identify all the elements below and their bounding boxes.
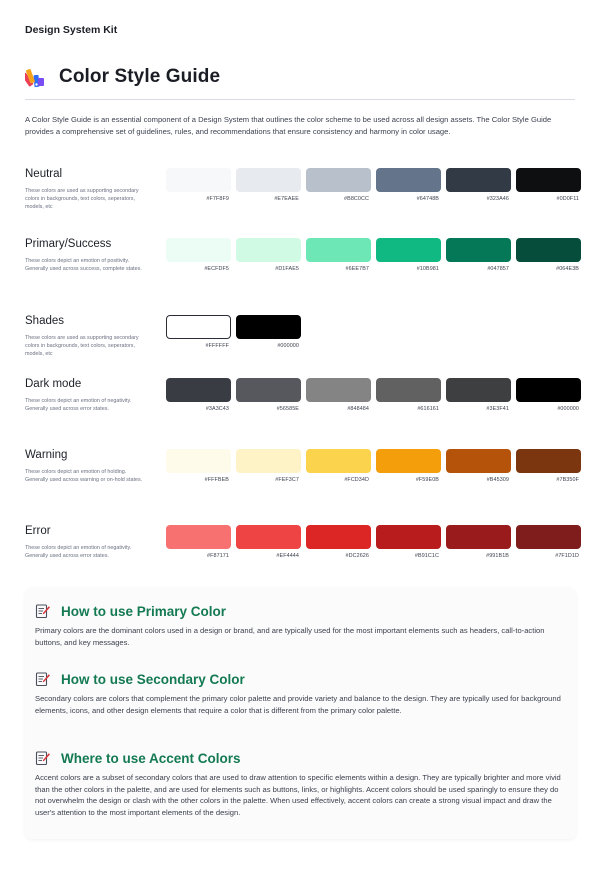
swatch-hex-label: #3E3F41: [486, 406, 509, 412]
swatch-chip[interactable]: [306, 378, 371, 402]
palette-section-shades: [25, 315, 580, 375]
swatch-chip[interactable]: [306, 525, 371, 549]
swatch-row: [166, 378, 586, 412]
palette-title: Dark mode: [25, 378, 82, 390]
palette-title: Neutral: [25, 168, 63, 180]
swatch-chip[interactable]: [516, 168, 581, 192]
usage-title: How to use Primary Color: [61, 603, 227, 619]
color-swatch[interactable]: [166, 168, 231, 202]
swatch-chip[interactable]: [446, 168, 511, 192]
swatch-hex-label: #FEF3C7: [275, 477, 299, 483]
page-title: Color Style Guide: [59, 66, 221, 87]
swatch-hex-label: #000000: [557, 406, 579, 412]
color-swatch[interactable]: [446, 168, 511, 202]
swatch-hex-label: #FCD34D: [344, 477, 369, 483]
document-edit-icon: [35, 603, 51, 619]
swatch-chip[interactable]: [236, 449, 301, 473]
swatch-hex-label: #DC2626: [345, 553, 369, 559]
color-swatch[interactable]: [446, 378, 511, 412]
kit-label: Design System Kit: [25, 24, 118, 36]
swatch-hex-label: #F7F8F9: [206, 196, 229, 202]
intro-paragraph: A Color Style Guide is an essential component of a Design System that outlines the color scheme to be used across all design assets. The Color Style Guide provides a comprehensive set of guidelines, rules, and recommendations that ensure consistency and harmony in color usage.: [25, 115, 552, 136]
color-swatch[interactable]: [236, 238, 301, 272]
palette-title: Error: [25, 525, 51, 537]
usage-body: Accent colors are a subset of secondary colors that are used to draw attention to specific elements within a design. They are typically brighter and more vivid than the other colors in the palette, and are used for elements such as buttons, links, or highlights. Accent colors should be used sparingly to ensure they do not overwhelm the design or clash with the other colors in the palette. When used effectively, accent colors can create a strong visual impact and draw the user's attention to the most important elements of the design.: [35, 773, 561, 817]
usage-title: How to use Secondary Color: [61, 671, 245, 687]
palette-description: These colors depict an emotion of negativity. Generally used across error states.: [25, 545, 132, 559]
color-swatch[interactable]: [236, 449, 301, 483]
swatch-chip[interactable]: [376, 168, 441, 192]
swatch-chip[interactable]: [376, 525, 441, 549]
color-swatch[interactable]: [306, 168, 371, 202]
swatch-hex-label: #ECFDF5: [204, 266, 229, 272]
swatch-chip[interactable]: [516, 449, 581, 473]
color-swatch[interactable]: [516, 449, 581, 483]
swatch-chip[interactable]: [446, 525, 511, 549]
swatch-chip[interactable]: [236, 168, 301, 192]
color-swatch[interactable]: [516, 168, 581, 202]
swatch-chip[interactable]: [516, 525, 581, 549]
swatch-hex-label: #56585E: [276, 406, 299, 412]
swatch-hex-label: #FFFBEB: [204, 477, 229, 483]
swatch-hex-label: #047857: [487, 266, 509, 272]
swatch-chip[interactable]: [166, 315, 231, 339]
color-swatch[interactable]: [306, 525, 371, 559]
swatch-hex-label: #10B981: [416, 266, 439, 272]
palette-description: These colors are used as supporting secondary colors in backgrounds, text colors, seperators, models, etc: [25, 188, 139, 210]
color-swatch[interactable]: [306, 378, 371, 412]
swatch-hex-label: #064E3B: [556, 266, 579, 272]
swatch-chip[interactable]: [376, 238, 441, 262]
color-swatch[interactable]: [516, 238, 581, 272]
usage-guidelines-card: [25, 588, 576, 839]
palette-logo-icon: [25, 66, 47, 88]
palette-section-neutral: [25, 168, 580, 228]
swatch-chip[interactable]: [236, 315, 301, 339]
color-swatch[interactable]: [446, 449, 511, 483]
swatch-chip[interactable]: [376, 449, 441, 473]
palette-title: Primary/Success: [25, 238, 112, 250]
swatch-row: [166, 168, 586, 202]
swatch-hex-label: #F59E0B: [415, 477, 439, 483]
swatch-chip[interactable]: [236, 238, 301, 262]
swatch-hex-label: #848484: [347, 406, 369, 412]
color-swatch[interactable]: [376, 168, 441, 202]
usage-body: Primary colors are the dominant colors used in a design or brand, and are typically used for the most important elements such as headers, call-to-action buttons, and key messages.: [35, 626, 545, 647]
swatch-hex-label: #991B1B: [486, 553, 509, 559]
swatch-row: [166, 238, 586, 272]
document-edit-icon: [35, 671, 51, 687]
color-swatch[interactable]: [306, 238, 371, 272]
swatch-chip[interactable]: [306, 238, 371, 262]
palette-description: These colors are used as supporting secondary colors in backgrounds, text colors, seperators, models, etc: [25, 335, 139, 357]
palette-section-error: [25, 525, 580, 585]
swatch-hex-label: #FFFFFF: [205, 343, 229, 349]
swatch-hex-label: #3A3C43: [205, 406, 229, 412]
swatch-chip[interactable]: [166, 238, 231, 262]
swatch-chip[interactable]: [446, 449, 511, 473]
palette-section-dark-mode: [25, 378, 580, 438]
swatch-hex-label: #E7EAEE: [274, 196, 299, 202]
color-swatch[interactable]: [446, 238, 511, 272]
swatch-hex-label: #B45309: [486, 477, 509, 483]
swatch-hex-label: #B8C0CC: [344, 196, 369, 202]
swatch-chip[interactable]: [236, 525, 301, 549]
swatch-chip[interactable]: [306, 168, 371, 192]
swatch-chip[interactable]: [236, 378, 301, 402]
swatch-hex-label: #F87171: [207, 553, 229, 559]
palette-description: These colors depict an emotion of positivity. Generally used across success, complete states.: [25, 258, 142, 272]
palette-description: These colors depict an emotion of holding. Generally used across warning or on-hold states.: [25, 469, 143, 483]
swatch-chip[interactable]: [446, 378, 511, 402]
swatch-hex-label: #6EE7B7: [345, 266, 369, 272]
color-swatch[interactable]: [236, 315, 301, 349]
color-swatch[interactable]: [166, 378, 231, 412]
swatch-hex-label: #7B350F: [556, 477, 579, 483]
palette-section-primary-success: [25, 238, 580, 298]
color-swatch[interactable]: [376, 238, 441, 272]
color-swatch[interactable]: [376, 378, 441, 412]
color-swatch[interactable]: [446, 525, 511, 559]
swatch-hex-label: #EF4444: [276, 553, 299, 559]
swatch-chip[interactable]: [446, 238, 511, 262]
swatch-hex-label: #616161: [417, 406, 439, 412]
color-swatch[interactable]: [376, 449, 441, 483]
usage-body: Secondary colors are colors that complement the primary color palette and provide variety and balance to the design. They are typically used for background elements, icons, and other design elements that require a color that is different from the primary color palette.: [35, 694, 561, 715]
color-swatch[interactable]: [166, 238, 231, 272]
color-swatch[interactable]: [166, 525, 231, 559]
swatch-chip[interactable]: [516, 238, 581, 262]
usage-block-accent: [35, 749, 567, 818]
swatch-chip[interactable]: [306, 449, 371, 473]
color-swatch[interactable]: [166, 315, 231, 349]
color-swatch[interactable]: [376, 525, 441, 559]
usage-block-secondary: [35, 670, 567, 716]
swatch-hex-label: #323A46: [486, 196, 509, 202]
swatch-chip[interactable]: [376, 378, 441, 402]
swatch-chip[interactable]: [166, 378, 231, 402]
color-swatch[interactable]: [166, 449, 231, 483]
page-header: [25, 66, 220, 88]
color-swatch[interactable]: [516, 525, 581, 559]
swatch-hex-label: #0D0F11: [556, 196, 579, 202]
document-edit-icon: [35, 750, 51, 766]
color-swatch[interactable]: [306, 449, 371, 483]
swatch-row: [166, 315, 306, 349]
palette-description: These colors depict an emotion of negativity. Generally used across error states.: [25, 398, 132, 412]
title-divider: [25, 99, 575, 100]
palette-title: Warning: [25, 449, 68, 461]
swatch-row: [166, 525, 586, 559]
color-swatch[interactable]: [516, 378, 581, 412]
palette-title: Shades: [25, 315, 65, 327]
swatch-chip[interactable]: [166, 168, 231, 192]
swatch-chip[interactable]: [516, 378, 581, 402]
usage-title: Where to use Accent Colors: [61, 750, 241, 766]
color-swatch[interactable]: [236, 378, 301, 412]
swatch-hex-label: #B91C1C: [414, 553, 439, 559]
swatch-hex-label: #64748B: [416, 196, 439, 202]
swatch-chip[interactable]: [166, 525, 231, 549]
swatch-hex-label: #000000: [277, 343, 299, 349]
swatch-row: [166, 449, 586, 483]
swatch-chip[interactable]: [166, 449, 231, 473]
color-swatch[interactable]: [236, 168, 301, 202]
swatch-hex-label: #D1FAE5: [275, 266, 299, 272]
palette-section-warning: [25, 449, 580, 509]
swatch-hex-label: #7F1D1D: [555, 553, 579, 559]
usage-block-primary: [35, 602, 567, 648]
color-swatch[interactable]: [236, 525, 301, 559]
